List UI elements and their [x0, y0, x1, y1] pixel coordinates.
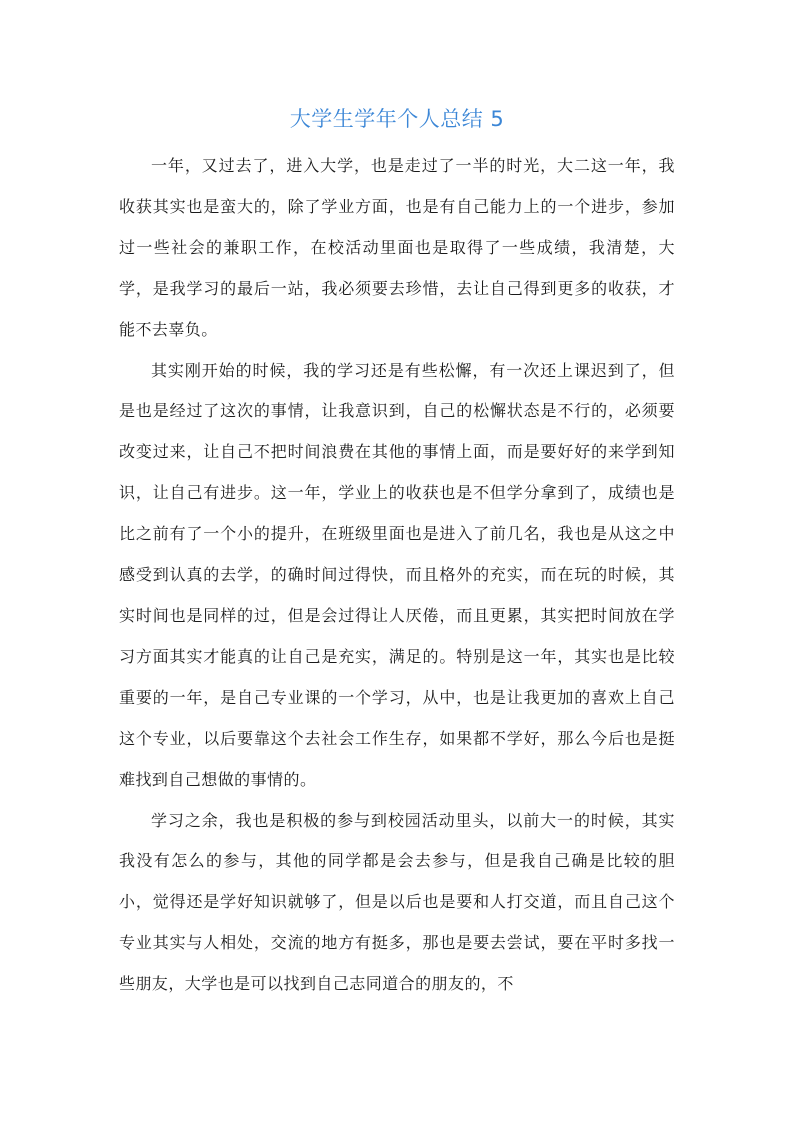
- document-body: [119, 146, 675, 1005]
- paragraph-2: 其实刚开始的时候，我的学习还是有些松懈，有一次还上课迟到了，但是也是经过了这次的事情，让我意识到，自己的松懈状态是不行的，必须要改变过来，让自己不把时间浪费在其他的事情上面，而是要好好的来学到知识，让自己有进步。这一年，学业上的收获也是不但学分拿到了，成绩也是比之前有了一个小的提升，在班级里面也是进入了前几名，我也是从这之中感受到认真的去学，的确时间过得快，而且格外的充实，而在玩的时候，其实时间也是同样的过，但是会过得让人厌倦，而且更累，其实把时间放在学习方面其实才能真的让自己是充实，满足的。特别是这一年，其实也是比较重要的一年，是自己专业课的一个学习，从中，也是让我更加的喜欢上自己这个专业，以后要靠这个去社会工作生存，如果都不学好，那么今后也是挺难找到自己想做的事情的。: [119, 360, 675, 789]
- paragraph-3: 学习之余，我也是积极的参与到校园活动里头，以前大一的时候，其实我没有怎么的参与，其他的同学都是会去参与，但是我自己确是比较的胆小，觉得还是学好知识就够了，但是以后也是要和人打交道，而且自己这个专业其实与人相处，交流的地方有挺多，那也是要去尝试，要在平时多找一些朋友，大学也是可以找到自己志同道合的朋友的，不: [119, 810, 675, 994]
- paragraph-1: 一年，又过去了，进入大学，也是走过了一半的时光，大二这一年，我收获其实也是蛮大的，除了学业方面，也是有自己能力上的一个进步，参加过一些社会的兼职工作，在校活动里面也是取得了一些成绩，我清楚，大学，是我学习的最后一站，我必须要去珍惜，去让自己得到更多的收获，才能不去辜负。: [119, 156, 675, 339]
- document-title: 大学生学年个人总结 5: [289, 107, 505, 131]
